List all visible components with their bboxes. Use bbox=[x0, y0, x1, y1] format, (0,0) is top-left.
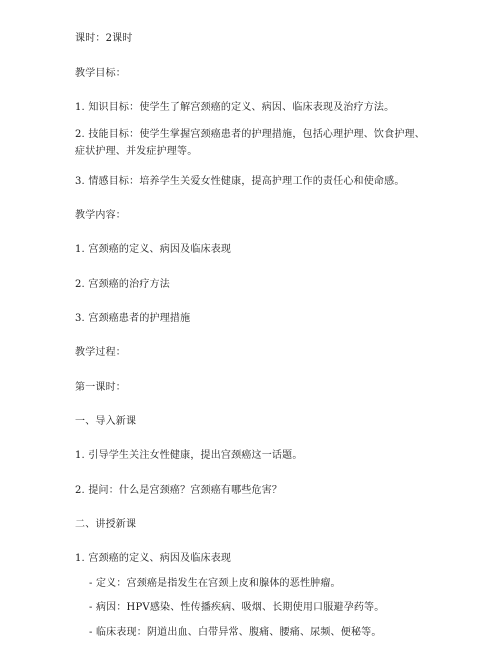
bullet-point: - 定义：宫颈癌是指发生在宫颈上皮和腺体的恶性肿瘤。 bbox=[89, 578, 341, 589]
objective-item: 2. 技能目标：使学生掌握宫颈癌患者的护理措施，包括心理护理、饮食护理、症状护理、并发症护理等。 bbox=[75, 129, 425, 157]
bullet-point: - 临床表现：阴道出血、白带异常、腹痛、腰痛、尿频、便秘等。 bbox=[89, 627, 382, 638]
objective-item: 1. 知识目标：使学生了解宫颈癌的定义、病因、临床表现及治疗方法。 bbox=[75, 102, 395, 113]
section-heading: 一、导入新课 bbox=[75, 416, 137, 427]
section-item: 1. 宫颈癌的定义、病因及临床表现 bbox=[75, 553, 232, 564]
section-item: 2. 提问：什么是宫颈癌？宫颈癌有哪些危害？ bbox=[75, 485, 283, 496]
content-item: 1. 宫颈癌的定义、病因及临床表现 bbox=[75, 244, 232, 255]
objective-item: 3. 情感目标：培养学生关爱女性健康，提高护理工作的责任心和使命感。 bbox=[75, 176, 405, 187]
content-heading: 教学内容： bbox=[75, 210, 126, 221]
content-item: 2. 宫颈癌的治疗方法 bbox=[75, 279, 170, 290]
section-item: 1. 引导学生关注女性健康，提出宫颈癌这一话题。 bbox=[75, 450, 303, 461]
first-lesson-label: 第一课时： bbox=[75, 382, 126, 393]
section-heading: 二、讲授新课 bbox=[75, 519, 137, 530]
objectives-heading: 教学目标： bbox=[75, 68, 126, 79]
process-heading: 教学过程： bbox=[75, 347, 126, 358]
content-item: 3. 宫颈癌患者的护理措施 bbox=[75, 313, 191, 324]
class-hours: 课时：2课时 bbox=[75, 33, 133, 44]
bullet-point: - 病因：HPV感染、性传播疾病、吸烟、长期使用口服避孕药等。 bbox=[89, 602, 385, 613]
